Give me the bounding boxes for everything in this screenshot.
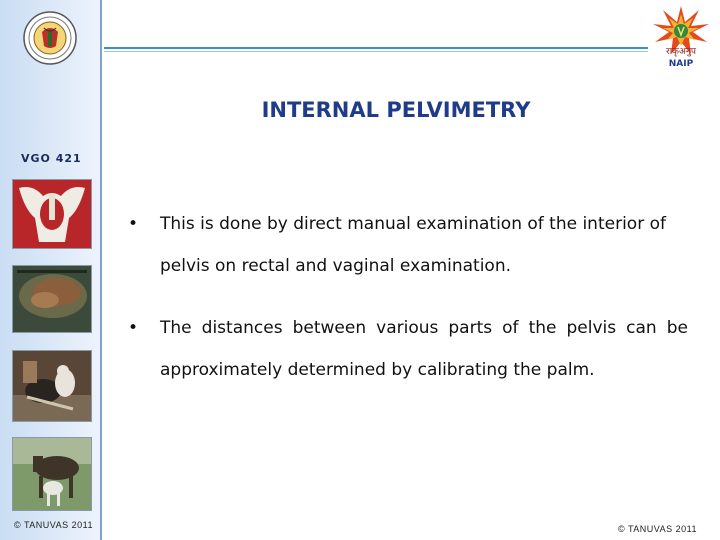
bullet-item — [128, 307, 688, 391]
pelvis-bone-image — [12, 179, 92, 249]
course-code: VGO 421 — [21, 152, 82, 165]
bullet-list — [128, 203, 688, 391]
footer-copyright-left: © TANUVAS 2011 — [14, 520, 93, 530]
footer-copyright-right: © TANUVAS 2011 — [618, 524, 697, 534]
bullet-text: This is done by direct manual examination of the interior of pelvis on rectal and vaginal examination. — [160, 214, 666, 276]
bullet-marker: • — [128, 214, 139, 234]
rectal-examination-image — [12, 265, 92, 333]
svg-text:राकृअनुप: राकृअनुप — [666, 47, 696, 57]
header-divider-shadow — [104, 51, 648, 52]
naip-logo-icon — [645, 2, 717, 70]
cow-and-calf-image — [12, 437, 92, 511]
bullet-item — [128, 203, 688, 287]
calf-delivery-image — [12, 350, 92, 422]
bullet-marker: • — [128, 318, 139, 338]
naip-logo-text: NAIP — [668, 59, 694, 69]
slide-title: INTERNAL PELVIMETRY — [261, 98, 531, 122]
bullet-text: The distances between various parts of the pelvis can be approximately determined by calibrating the palm. — [160, 318, 688, 380]
header-divider — [104, 47, 648, 49]
university-emblem-icon — [22, 10, 78, 66]
